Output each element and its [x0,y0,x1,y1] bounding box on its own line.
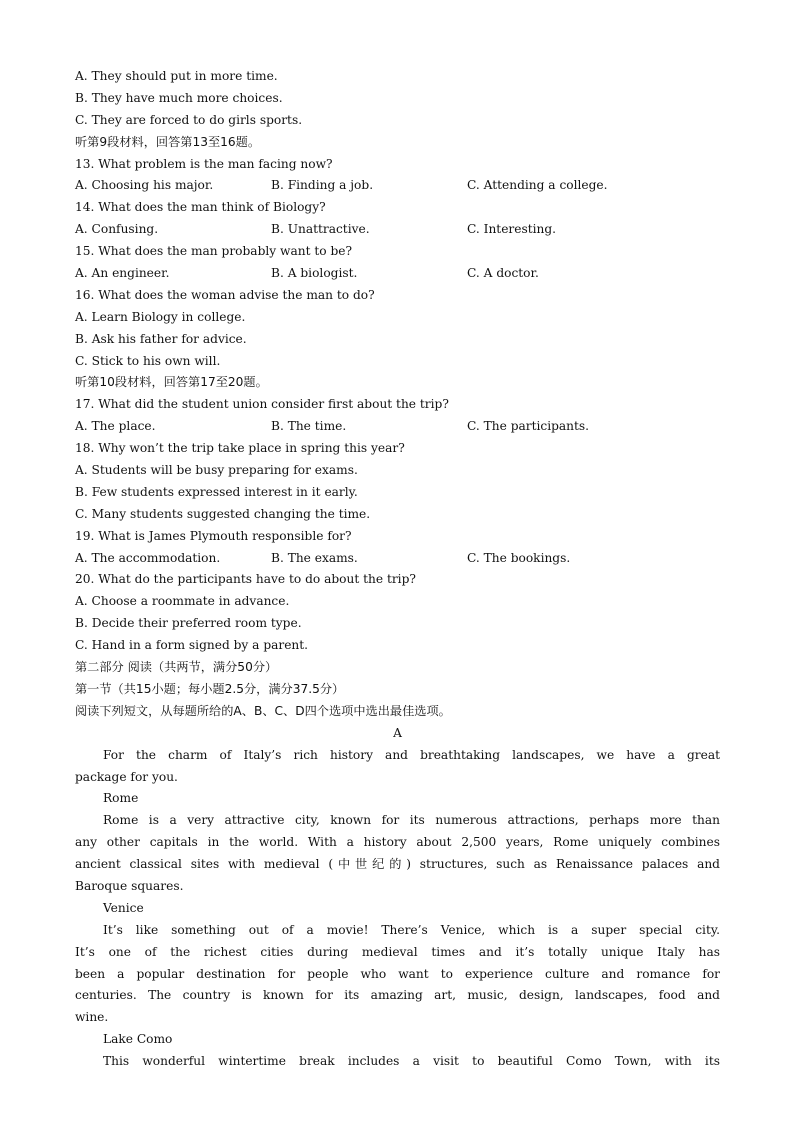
text-line: wine. [75,1010,109,1025]
option-b: B. The time. [271,419,347,434]
option-a: A. The place. [75,419,156,434]
question-stem: 15. What does the man probably want to be? [75,244,352,259]
question-options [75,416,720,438]
option-line: B. They have much more choices. [75,90,283,105]
option-a: A. Students will be busy preparing for exams. [75,463,358,478]
option-b: B. Unattractive. [271,222,370,237]
passage-intro [75,745,720,789]
option-b: B. A biologist. [271,266,358,281]
option-c: C. Interesting. [467,222,557,237]
option-b: B. The exams. [271,550,358,565]
option-a: A. An engineer. [75,266,170,281]
subheading-rome: Rome [103,791,139,806]
text-line: It’s like something out of a movie! There’s Venice, which is a super special city. [103,922,720,937]
question-stem: 14. What does the man think of Biology? [75,200,326,215]
text-line: been a popular destination for people who want to experience culture and romance for [75,966,720,981]
option-c: C. A doctor. [467,266,539,281]
text-line: For the charm of Italy’s rich history and breathtaking landscapes, we have a great [103,747,720,762]
option-c: C. Hand in a form signed by a parent. [75,638,309,653]
text-line: It’s one of the richest cities during medieval times and it’s totally unique Italy has [75,944,720,959]
question-options [75,219,720,241]
document-page [75,66,720,1073]
question-options [75,548,720,570]
section-heading: 听第9段材料，回答第13至16题。 [75,134,261,149]
option-a: A. Confusing. [75,222,159,237]
option-b: B. Finding a job. [271,178,374,193]
question-stem: 19. What is James Plymouth responsible for? [75,528,352,543]
option-b: B. Ask his father for advice. [75,331,247,346]
question-stem: 16. What does the woman advise the man to do? [75,287,375,302]
text-line: package for you. [75,769,178,784]
subheading-lake-como: Lake Como [103,1032,173,1047]
paragraph-lake-como [75,1051,720,1073]
question-stem: 18. Why won’t the trip take place in spring this year? [75,441,405,456]
paragraph-rome [75,810,720,898]
text-line: centuries. The country is known for its amazing art, music, design, landscapes, food and [75,988,720,1003]
section-heading: 听第10段材料，回答第17至20题。 [75,375,268,390]
question-options [75,175,720,197]
part-heading: 第二部分 阅读（共两节，满分50分） [75,660,278,675]
subheading-venice: Venice [103,900,144,915]
question-options [75,263,720,285]
option-c: C. The participants. [467,419,590,434]
option-a: A. Choose a roommate in advance. [75,594,290,609]
text-line: Rome is a very attractive city, known for its numerous attractions, perhaps more than [103,813,720,828]
option-line: A. They should put in more time. [75,69,278,83]
question-stem: 13. What problem is the man facing now? [75,156,333,171]
instruction: 阅读下列短文，从每题所给的A、B、C、D四个选项中选出最佳选项。 [75,703,451,718]
text-line: This wonderful wintertime break includes a visit to beautiful Como Town, with its [103,1054,720,1069]
question-stem: 20. What do the participants have to do about the trip? [75,572,416,587]
option-a: A. The accommodation. [75,550,221,565]
option-a: A. Learn Biology in college. [75,309,246,324]
text-line: any other capitals in the world. With a history about 2,500 years, Rome uniquely combines [75,835,720,850]
option-c: C. Many students suggested changing the time. [75,506,371,521]
option-c: C. Stick to his own will. [75,353,221,368]
passage-letter: A [393,725,402,740]
section-heading: 第一节（共15小题；每小题2.5分，满分37.5分） [75,681,345,696]
paragraph-venice [75,920,720,1029]
option-c: C. Attending a college. [467,178,608,193]
option-b: B. Few students expressed interest in it early. [75,484,358,499]
text-line: ancient classical sites with medieval (中世纪的) structures, such as Renaissance palaces and [75,857,720,872]
option-a: A. Choosing his major. [75,178,214,193]
option-b: B. Decide their preferred room type. [75,616,302,631]
question-stem: 17. What did the student union consider first about the trip? [75,397,449,412]
text-line: Baroque squares. [75,878,184,893]
option-line: C. They are forced to do girls sports. [75,112,303,127]
option-c: C. The bookings. [467,550,571,565]
